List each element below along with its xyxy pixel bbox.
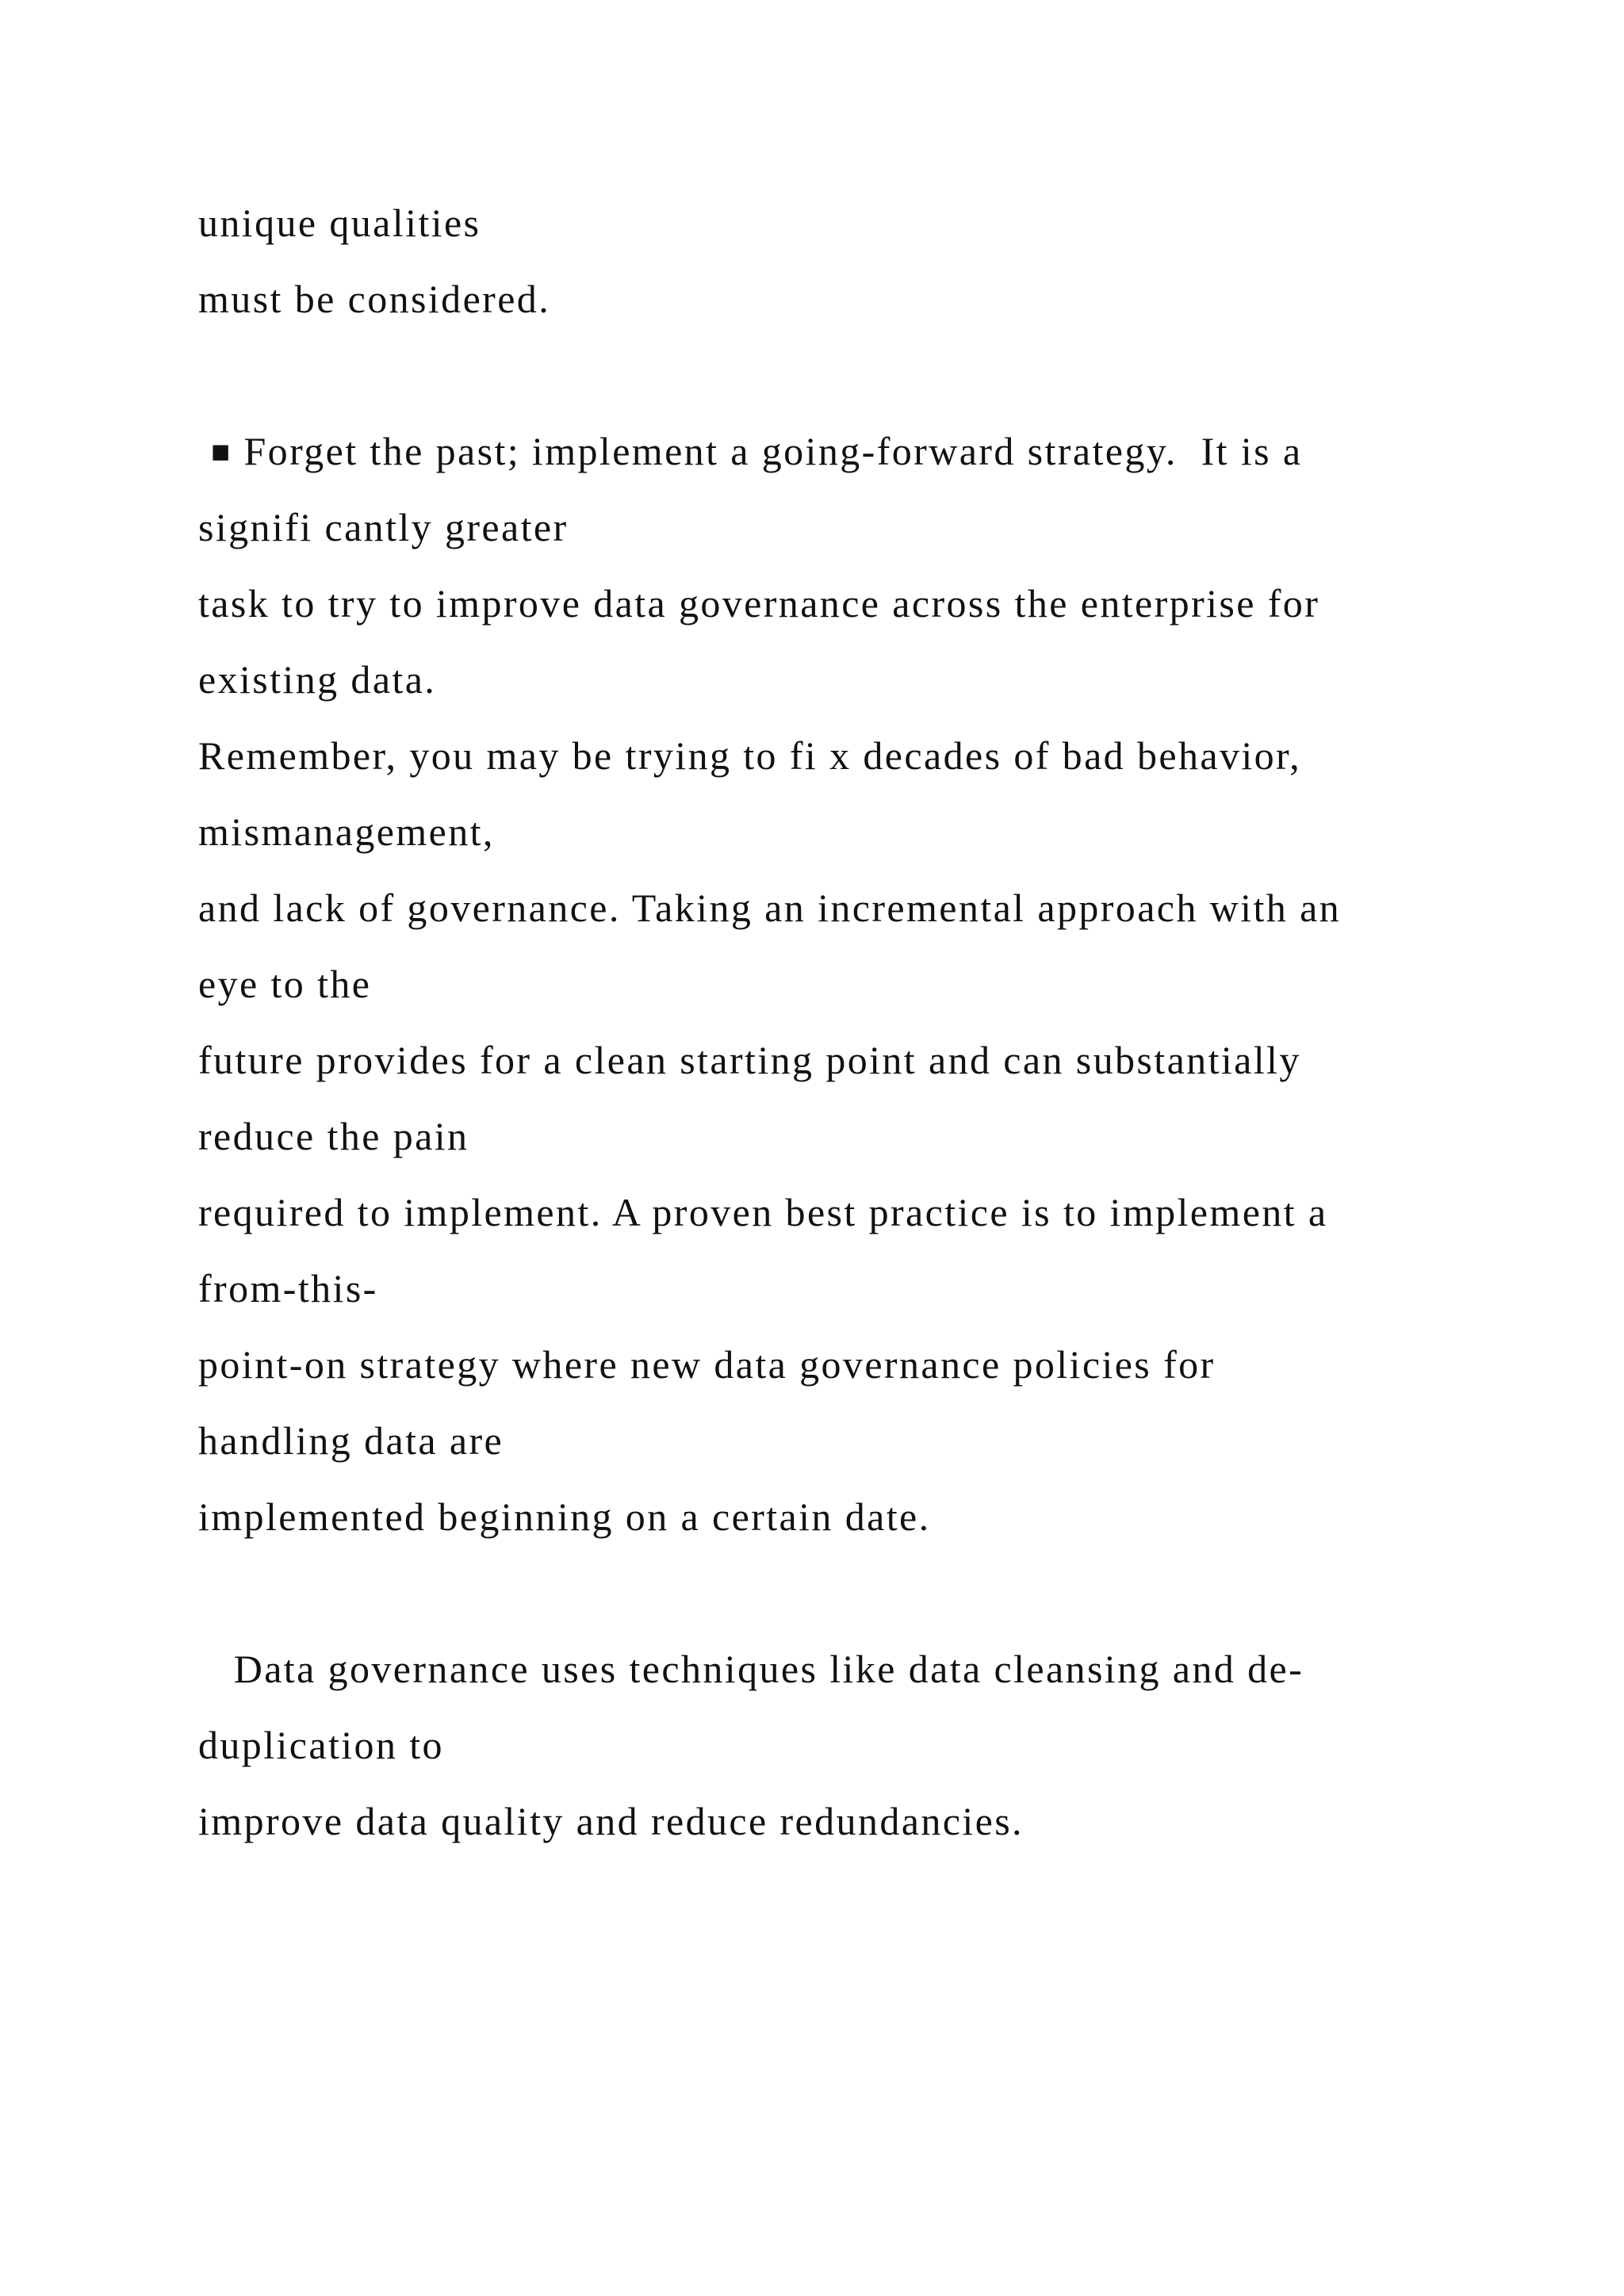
text-line: improve data quality and reduce redundancies. — [198, 1799, 1024, 1843]
bullet-icon: ■ — [211, 434, 232, 469]
text-line: handling data are — [198, 1418, 504, 1463]
bullet-line — [211, 431, 1302, 471]
bullet-text: Forget the past; implement a going-forward strategy. It is a — [243, 429, 1303, 473]
text-line: must be considered. — [198, 277, 551, 321]
text-line: existing data. — [198, 657, 437, 702]
text-line: reduce the pain — [198, 1114, 469, 1158]
text-line: implemented beginning on a certain date. — [198, 1494, 931, 1539]
text-line: point-on strategy where new data governance policies for — [198, 1342, 1216, 1387]
text-line: required to implement. A proven best practice is to implement a — [198, 1190, 1328, 1234]
text-line: Data governance uses techniques like data cleansing and de- — [198, 1647, 1304, 1691]
text-line: signifi cantly greater — [198, 505, 569, 549]
text-line: and lack of governance. Taking an incremental approach with an — [198, 886, 1342, 930]
text-line: duplication to — [198, 1723, 444, 1767]
text-line: Remember, you may be trying to fi x decades of bad behavior, — [198, 733, 1301, 778]
text-line: from-this- — [198, 1266, 378, 1311]
text-line: future provides for a clean starting point and can substantially — [198, 1038, 1301, 1082]
text-line: task to try to improve data governance across the enterprise for — [198, 581, 1320, 626]
text-line: unique qualities — [198, 201, 481, 245]
text-line: mismanagement, — [198, 809, 495, 854]
text-line: eye to the — [198, 962, 372, 1006]
